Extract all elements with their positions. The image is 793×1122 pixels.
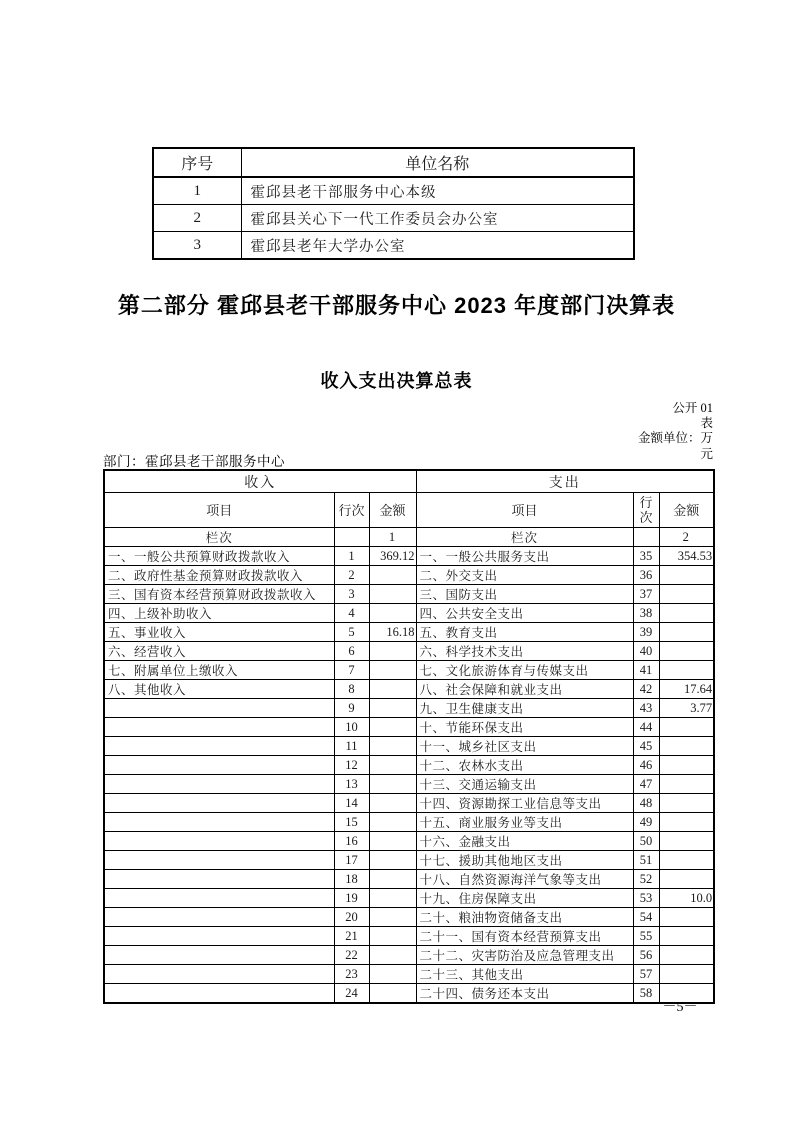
expense-line-cell: 39 xyxy=(633,623,659,642)
income-item-cell xyxy=(104,851,334,870)
units-table-row xyxy=(153,205,634,232)
expense-item-cell: 十一、城乡社区支出 xyxy=(416,737,633,756)
income-amount-cell xyxy=(369,965,416,984)
expense-amount-cell xyxy=(659,623,714,642)
expense-item-cell: 十七、援助其他地区支出 xyxy=(416,851,633,870)
unit-seq-cell: 1 xyxy=(153,177,241,205)
expense-amount-cell: 3.77 xyxy=(659,699,714,718)
expense-amount-cell xyxy=(659,566,714,585)
income-amount-cell xyxy=(369,566,416,585)
expense-amount-cell xyxy=(659,813,714,832)
expense-line-cell: 40 xyxy=(633,642,659,661)
summary-table-row xyxy=(104,604,714,623)
summary-table-row xyxy=(104,585,714,604)
income-item-cell xyxy=(104,794,334,813)
expense-item-cell: 十四、资源勘探工业信息等支出 xyxy=(416,794,633,813)
expense-lineno-colheader: 行次 xyxy=(633,493,659,528)
income-column-number: 1 xyxy=(369,528,416,547)
expense-line-cell: 37 xyxy=(633,585,659,604)
expense-lanci-label: 栏次 xyxy=(416,528,633,547)
income-line-cell: 19 xyxy=(334,889,369,908)
income-line-cell: 16 xyxy=(334,832,369,851)
summary-table-row xyxy=(104,680,714,699)
income-amount-cell xyxy=(369,794,416,813)
income-item-cell xyxy=(104,908,334,927)
expense-amount-cell xyxy=(659,908,714,927)
expense-amount-cell xyxy=(659,661,714,680)
income-amount-cell xyxy=(369,718,416,737)
income-item-cell: 三、国有资本经营预算财政拨款收入 xyxy=(104,585,334,604)
expense-line-cell: 51 xyxy=(633,851,659,870)
summary-table-row xyxy=(104,794,714,813)
doc-meta-notes xyxy=(413,401,713,462)
expense-amount-cell xyxy=(659,851,714,870)
income-line-cell: 13 xyxy=(334,775,369,794)
income-amount-cell xyxy=(369,642,416,661)
expense-line-cell: 44 xyxy=(633,718,659,737)
expense-item-cell: 十六、金融支出 xyxy=(416,832,633,851)
expense-amount-cell: 10.0 xyxy=(659,889,714,908)
income-line-cell: 18 xyxy=(334,870,369,889)
income-lanci-label: 栏次 xyxy=(104,528,334,547)
income-item-cell xyxy=(104,832,334,851)
income-line-cell: 24 xyxy=(334,984,369,1004)
expense-line-cell: 42 xyxy=(633,680,659,699)
unit-name-cell: 霍邱县老干部服务中心本级 xyxy=(241,177,634,205)
income-amount-cell xyxy=(369,585,416,604)
income-item-cell xyxy=(104,984,334,1004)
expense-amount-cell xyxy=(659,775,714,794)
income-lanci-line-cell xyxy=(334,528,369,547)
summary-table-row xyxy=(104,642,714,661)
income-amount-cell xyxy=(369,604,416,623)
expense-line-cell: 54 xyxy=(633,908,659,927)
units-col-name-header: 单位名称 xyxy=(241,148,634,177)
expense-item-cell: 一、一般公共服务支出 xyxy=(416,547,633,566)
expense-line-cell: 48 xyxy=(633,794,659,813)
expense-column-number: 2 xyxy=(659,528,714,547)
expense-amount-cell xyxy=(659,946,714,965)
units-table xyxy=(152,147,635,260)
income-item-cell xyxy=(104,927,334,946)
income-line-cell: 12 xyxy=(334,756,369,775)
income-line-cell: 14 xyxy=(334,794,369,813)
income-line-cell: 1 xyxy=(334,547,369,566)
income-line-cell: 8 xyxy=(334,680,369,699)
income-item-cell xyxy=(104,946,334,965)
expense-amount-cell xyxy=(659,604,714,623)
income-line-cell: 17 xyxy=(334,851,369,870)
summary-table-row xyxy=(104,889,714,908)
unit-name-cell: 霍邱县关心下一代工作委员会办公室 xyxy=(241,205,634,232)
income-item-cell xyxy=(104,889,334,908)
expense-line-cell: 55 xyxy=(633,927,659,946)
expense-amount-cell xyxy=(659,718,714,737)
income-line-cell: 5 xyxy=(334,623,369,642)
expense-lanci-line-cell xyxy=(633,528,659,547)
meta-note-line: 金额单位：万 xyxy=(637,431,713,446)
summary-table-row xyxy=(104,870,714,889)
meta-note-line: 公开 01 xyxy=(672,401,713,415)
income-line-cell: 20 xyxy=(334,908,369,927)
expense-item-cell: 十三、交通运输支出 xyxy=(416,775,633,794)
expense-line-cell: 52 xyxy=(633,870,659,889)
income-item-cell: 二、政府性基金预算财政拨款收入 xyxy=(104,566,334,585)
income-item-cell xyxy=(104,813,334,832)
units-table-row xyxy=(153,177,634,205)
expense-item-colheader: 项目 xyxy=(416,493,633,528)
summary-section-row xyxy=(104,470,714,493)
expense-item-cell: 二、外交支出 xyxy=(416,566,633,585)
income-item-cell xyxy=(104,718,334,737)
expense-item-cell: 九、卫生健康支出 xyxy=(416,699,633,718)
income-amount-colheader: 金额 xyxy=(369,493,416,528)
expense-line-cell: 38 xyxy=(633,604,659,623)
expense-item-cell: 十二、农林水支出 xyxy=(416,756,633,775)
income-line-cell: 6 xyxy=(334,642,369,661)
expense-line-cell: 58 xyxy=(633,984,659,1004)
summary-table-row xyxy=(104,547,714,566)
expense-item-cell: 二十一、国有资本经营预算支出 xyxy=(416,927,633,946)
summary-table-row xyxy=(104,965,714,984)
expense-amount-cell xyxy=(659,642,714,661)
summary-table-row xyxy=(104,623,714,642)
expense-line-cell: 36 xyxy=(633,566,659,585)
income-amount-cell xyxy=(369,984,416,1004)
expense-amount-cell xyxy=(659,756,714,775)
income-amount-cell xyxy=(369,832,416,851)
expense-item-cell: 七、文化旅游体育与传媒支出 xyxy=(416,661,633,680)
expense-line-cell: 47 xyxy=(633,775,659,794)
income-amount-cell xyxy=(369,680,416,699)
expense-line-cell: 41 xyxy=(633,661,659,680)
expense-line-cell: 49 xyxy=(633,813,659,832)
income-amount-cell: 16.18 xyxy=(369,623,416,642)
income-line-cell: 3 xyxy=(334,585,369,604)
income-amount-cell xyxy=(369,756,416,775)
income-item-cell xyxy=(104,870,334,889)
income-line-cell: 4 xyxy=(334,604,369,623)
income-item-cell: 八、其他收入 xyxy=(104,680,334,699)
expense-item-cell: 四、公共安全支出 xyxy=(416,604,633,623)
summary-table xyxy=(103,469,715,1004)
expense-line-cell: 45 xyxy=(633,737,659,756)
expense-item-cell: 二十、粮油物资储备支出 xyxy=(416,908,633,927)
income-item-cell xyxy=(104,965,334,984)
income-amount-cell xyxy=(369,851,416,870)
expense-line-cell: 57 xyxy=(633,965,659,984)
income-line-cell: 7 xyxy=(334,661,369,680)
expense-item-cell: 五、教育支出 xyxy=(416,623,633,642)
income-amount-cell xyxy=(369,870,416,889)
units-col-seq-header: 序号 xyxy=(153,148,241,177)
expense-amount-cell xyxy=(659,585,714,604)
income-line-cell: 9 xyxy=(334,699,369,718)
expense-line-cell: 43 xyxy=(633,699,659,718)
income-item-cell xyxy=(104,699,334,718)
income-amount-cell xyxy=(369,908,416,927)
expense-line-cell: 56 xyxy=(633,946,659,965)
expense-amount-cell xyxy=(659,965,714,984)
summary-table-row xyxy=(104,813,714,832)
expense-item-cell: 八、社会保障和就业支出 xyxy=(416,680,633,699)
income-line-cell: 10 xyxy=(334,718,369,737)
units-table-row xyxy=(153,232,634,260)
unit-name-cell: 霍邱县老年大学办公室 xyxy=(241,232,634,260)
page-number: －5－ xyxy=(662,1000,698,1015)
income-section-header: 收入 xyxy=(104,470,416,493)
section-title: 第二部分 霍邱县老干部服务中心 2023 年度部门决算表 xyxy=(117,293,676,318)
unit-seq-cell: 3 xyxy=(153,232,241,260)
summary-table-row xyxy=(104,737,714,756)
units-table-body xyxy=(153,177,634,259)
income-item-cell xyxy=(104,775,334,794)
summary-table-row xyxy=(104,566,714,585)
summary-table-row xyxy=(104,946,714,965)
summary-table-row xyxy=(104,927,714,946)
income-amount-cell xyxy=(369,699,416,718)
income-item-cell: 六、经营收入 xyxy=(104,642,334,661)
income-amount-cell xyxy=(369,737,416,756)
expense-item-cell: 二十二、灾害防治及应急管理支出 xyxy=(416,946,633,965)
expense-amount-cell xyxy=(659,794,714,813)
income-line-cell: 11 xyxy=(334,737,369,756)
expense-amount-cell: 354.53 xyxy=(659,547,714,566)
expense-item-cell: 二十四、债务还本支出 xyxy=(416,984,633,1004)
income-item-cell: 五、事业收入 xyxy=(104,623,334,642)
unit-seq-cell: 2 xyxy=(153,205,241,232)
summary-table-body xyxy=(104,547,714,1004)
summary-table-row xyxy=(104,718,714,737)
expense-section-header: 支出 xyxy=(416,470,714,493)
income-item-colheader: 项目 xyxy=(104,493,334,528)
expense-item-cell: 十、节能环保支出 xyxy=(416,718,633,737)
income-line-cell: 23 xyxy=(334,965,369,984)
income-lineno-colheader: 行次 xyxy=(334,493,369,528)
income-amount-cell xyxy=(369,813,416,832)
expense-amount-cell xyxy=(659,870,714,889)
expense-item-cell: 十九、住房保障支出 xyxy=(416,889,633,908)
meta-note-line: 表 xyxy=(700,416,713,431)
income-item-cell xyxy=(104,756,334,775)
expense-item-cell: 十八、自然资源海洋气象等支出 xyxy=(416,870,633,889)
income-item-cell: 七、附属单位上缴收入 xyxy=(104,661,334,680)
expense-amount-cell: 17.64 xyxy=(659,680,714,699)
expense-amount-cell xyxy=(659,927,714,946)
income-line-cell: 21 xyxy=(334,927,369,946)
income-amount-cell xyxy=(369,889,416,908)
income-amount-cell xyxy=(369,946,416,965)
expense-item-cell: 六、科学技术支出 xyxy=(416,642,633,661)
summary-table-row xyxy=(104,775,714,794)
summary-table-row xyxy=(104,832,714,851)
expense-amount-cell xyxy=(659,737,714,756)
summary-table-row xyxy=(104,908,714,927)
summary-table-row xyxy=(104,661,714,680)
income-line-cell: 22 xyxy=(334,946,369,965)
summary-table-row xyxy=(104,699,714,718)
expense-item-cell: 三、国防支出 xyxy=(416,585,633,604)
expense-amount-cell xyxy=(659,832,714,851)
expense-item-cell: 二十三、其他支出 xyxy=(416,965,633,984)
expense-line-cell: 35 xyxy=(633,547,659,566)
department-label: 部门：霍邱县老干部服务中心 xyxy=(103,454,285,469)
units-table-header-row xyxy=(153,148,634,177)
income-amount-cell xyxy=(369,661,416,680)
summary-lanci-row xyxy=(104,528,714,547)
summary-table-row xyxy=(104,851,714,870)
expense-line-cell: 46 xyxy=(633,756,659,775)
income-item-cell: 四、上级补助收入 xyxy=(104,604,334,623)
meta-note-line: 元 xyxy=(700,446,713,461)
expense-line-cell: 53 xyxy=(633,889,659,908)
expense-line-cell: 50 xyxy=(633,832,659,851)
income-amount-cell xyxy=(369,775,416,794)
income-amount-cell: 369.12 xyxy=(369,547,416,566)
income-line-cell: 2 xyxy=(334,566,369,585)
table-title: 收入支出决算总表 xyxy=(320,371,473,391)
expense-amount-colheader: 金额 xyxy=(659,493,714,528)
income-line-cell: 15 xyxy=(334,813,369,832)
expense-item-cell: 十五、商业服务业等支出 xyxy=(416,813,633,832)
summary-table-row xyxy=(104,756,714,775)
income-amount-cell xyxy=(369,927,416,946)
income-item-cell: 一、一般公共预算财政拨款收入 xyxy=(104,547,334,566)
summary-colheader-row xyxy=(104,493,714,528)
income-item-cell xyxy=(104,737,334,756)
